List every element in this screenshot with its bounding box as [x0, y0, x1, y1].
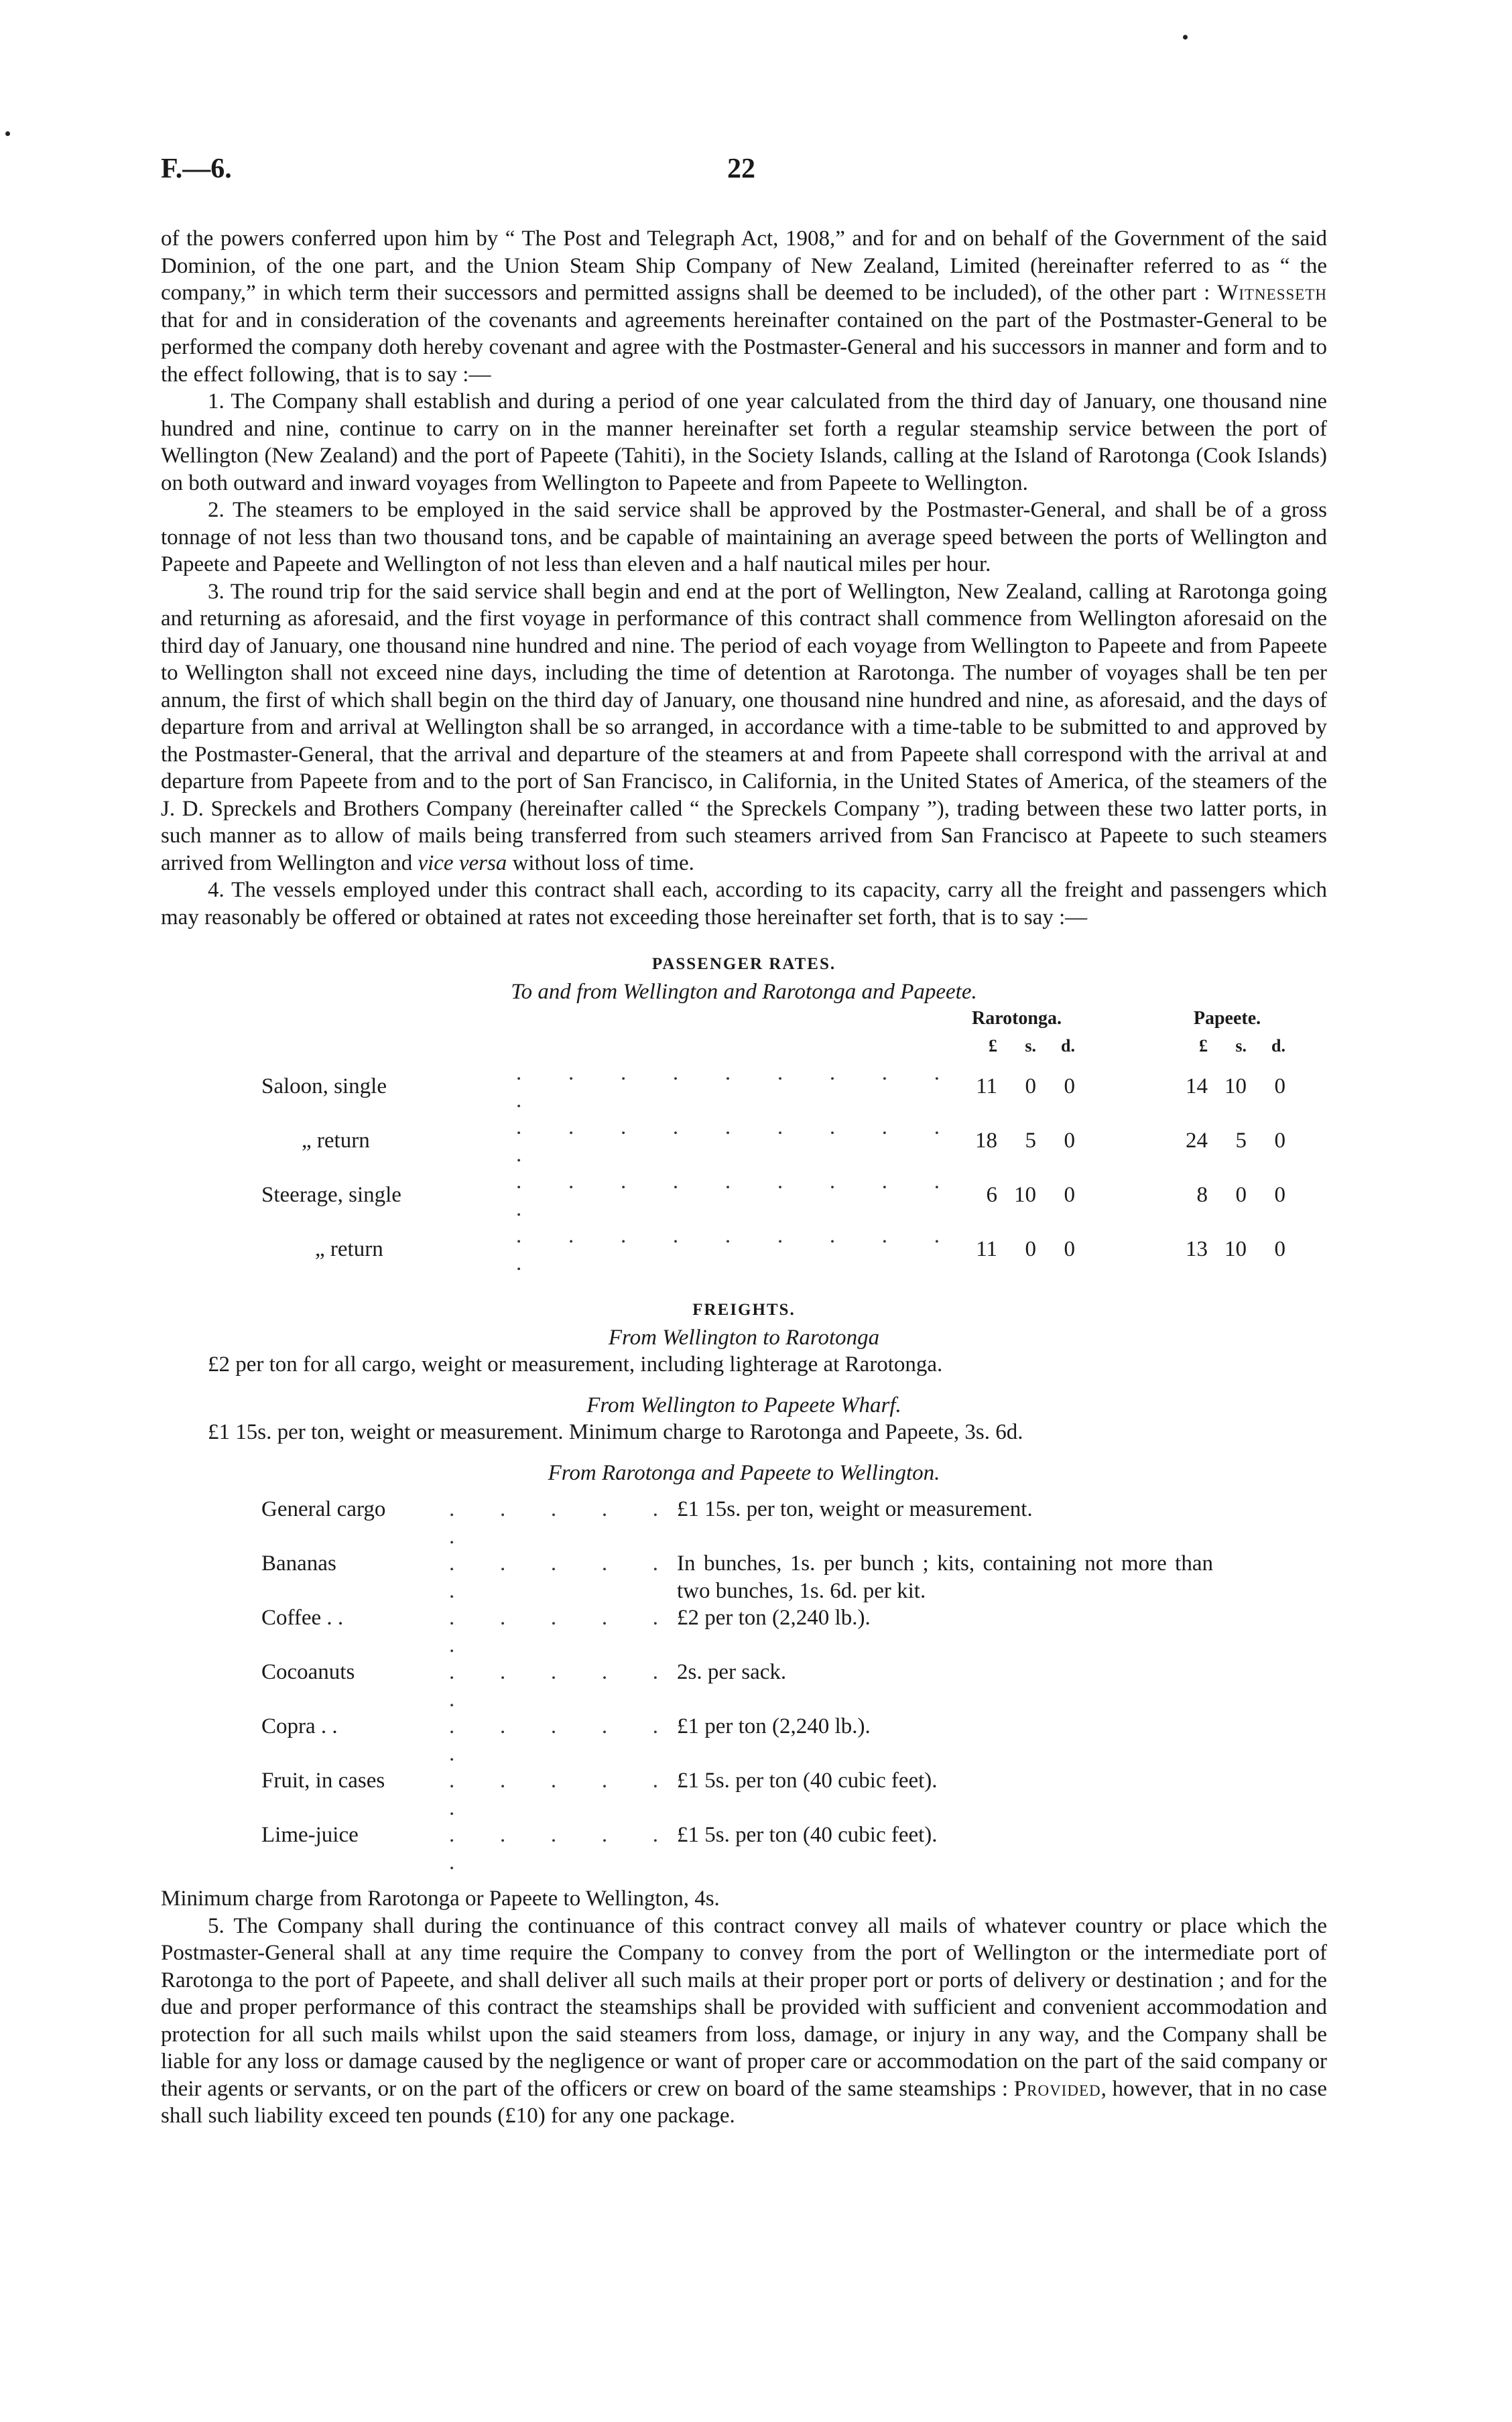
rate-row-saloon-single: Saloon, single . . . . . . . . . . 11 0 0 14 10 0	[261, 1061, 1285, 1112]
scan-speck	[1183, 35, 1188, 40]
scan-speck	[5, 131, 10, 136]
page-number: 22	[727, 153, 755, 184]
witnesseth-term: Witnesseth	[1217, 281, 1327, 305]
freight-row: Fruit, in cases . . . . . . £1 5s. per ton (40 cubic feet).	[261, 1769, 938, 1820]
freight-row: General cargo . . . . . . £1 15s. per ton, weight or measurement.	[261, 1497, 1033, 1549]
rates-column-header	[261, 1005, 1285, 1033]
intro-paragraph: of the powers conferred upon him by “ The Post and Telegraph Act, 1908,” and for and on behalf of the Government of the said Dominion, of the one part, and the Union Steam Ship Company of New Zealand, Limited (hereinafter referred to as “ the company,” in which term their successors and permitted assigns shall be deemed to be included), of the other part : Witnesseth that for and in consideration of the covenants and agreements hereinafter contained on the part of the Postmaster-General to be performed the company doth hereby covenant and agree with the Postmaster-General and his successors in manner and form and to the effect following, that is to say :—	[161, 227, 1327, 387]
freights-text-2: £1 15s. per ton, weight or measurement. Minimum charge to Rarotonga and Papeete, 3s. 6d.	[208, 1420, 1023, 1444]
page-header	[161, 153, 1340, 193]
provided-term: Provided	[1013, 2076, 1101, 2101]
clause-2: 2. The steamers to be employed in the said service shall be approved by the Postmaster-General, and shall be of a gross tonnage of not less than two thousand tons, and be capable of maintaining an average speed between the ports of Wellington and Papeete and Papeete and Wellington of not less than eleven and a half nautical miles per hour.	[161, 498, 1327, 576]
clause-5: 5. The Company shall during the continuance of this contract convey all mails of whatever country or place which the Postmaster-General shall at any time require the Company to convey from the port of Wellington or the intermediate port of Rarotonga to the port of Papeete, and shall deliver all such mails at their proper port or ports of delivery or destination ; and for the due and proper performance of this contract the steamships shall be provided with sufficient and convenient accommodation and protection for all such mails whilst upon the said steamers from loss, damage, or injury in any way, and the Company shall be liable for any loss or damage caused by the negligence or want of proper care or accommodation on the part of the said company or their agents or servants, or on the part of the officers or crew on board of the same steamships : Provided, however, that in no case shall such liability exceed ten pounds (£10) for any one package.	[161, 1913, 1328, 2128]
freights-sub-return: From Rarotonga and Papeete to Wellington.	[548, 1460, 940, 1485]
col-papeete: Papeete.	[1193, 1008, 1261, 1029]
freight-row: Coffee . . . . . . . . £2 per ton (2,240 lb.).	[261, 1606, 871, 1657]
clause-3: 3. The round trip for the said service shall begin and end at the port of Wellington, New Zealand, calling at Rarotonga going and returning as aforesaid, and the first voyage in performance of this contract shall commence from Wellington aforesaid on the third day of January, one thousand nine hundred and nine. The period of each voyage from Wellington to Papeete and from Papeete to Wellington shall not exceed nine days, including the time of detention at Rarotonga. The number of voyages shall be ten per annum, the first of which shall begin on the third day of January, one thousand nine hundred and nine, as aforesaid, and the days of departure from and arrival at Wellington shall be so arranged, in accordance with a time-table to be submitted to and approved by the Postmaster-General, that the arrival and departure of the steamers at and from Papeete shall correspond with the arrival at and departure from Papeete from and to the port of San Francisco, in California, in the United States of America, of the steamers of the J. D. Spreckels and Brothers Company (hereinafter called “ the Spreckels Company ”), trading between these two latter ports, in such manner as to allow of mails being transferred from such steamers arrived from San Francisco at Papeete to such steamers arrived from Wellington and vice versa without loss of time.	[161, 579, 1327, 875]
passenger-rates-title: PASSENGER RATES.	[651, 955, 836, 973]
freight-row: Copra . . . . . . . . £1 per ton (2,240 lb.).	[261, 1714, 871, 1766]
document-code: F.—6.	[161, 153, 232, 184]
passenger-rates-table	[261, 1005, 1285, 1277]
freights-sub-wellington-papeete: From Wellington to Papeete Wharf.	[586, 1393, 901, 1417]
freight-row: Bananas . . . . . . In bunches, 1s. per bunch ; kits, containing not more than two bunches, 1s. 6d. per kit.	[261, 1551, 1213, 1603]
freights-sub-wellington-rarotonga: From Wellington to Rarotonga	[608, 1325, 880, 1350]
rates-units-row: £ s. d. £ s. d.	[989, 1035, 1285, 1056]
rate-row-saloon-return: „ return . . . . . . . . . . 18 5 0 24 5 0	[302, 1115, 1285, 1167]
freights-return-table	[261, 1496, 1213, 1876]
clause-1: 1. The Company shall establish and during a period of one year calculated from the third day of January, one thousand nine hundred and nine, continue to carry on in the manner hereinafter set forth a regular steamship service between the port of Wellington (New Zealand) and the port of Papeete (Tahiti), in the Society Islands, calling at the Island of Rarotonga (Cook Islands) on both outward and inward voyages from Wellington to Papeete and from Papeete to Wellington.	[161, 389, 1327, 495]
freight-row: Lime-juice . . . . . . £1 5s. per ton (40 cubic feet).	[261, 1823, 938, 1874]
clause-4: 4. The vessels employed under this contract shall each, according to its capacity, carry all the freight and passengers which may reasonably be offered or obtained at rates not exceeding those hereinafter set forth, that is to say :—	[161, 878, 1327, 930]
document-body	[161, 225, 1327, 2130]
freights-text-1: £2 per ton for all cargo, weight or measurement, including lighterage at Rarotonga.	[208, 1352, 943, 1377]
freights-minimum: Minimum charge from Rarotonga or Papeete to Wellington, 4s.	[161, 1887, 720, 1911]
freight-row: Cocoanuts . . . . . . 2s. per sack.	[261, 1660, 787, 1712]
rate-row-steerage-return: „ return . . . . . . . . . . 11 0 0 13 10 0	[315, 1224, 1285, 1275]
freights-title: FREIGHTS.	[692, 1301, 796, 1319]
passenger-rates-subtitle: To and from Wellington and Rarotonga and Papeete.	[511, 979, 977, 1004]
rate-row-steerage-single: Steerage, single . . . . . . . . . . 6 10 0 8 0 0	[261, 1169, 1285, 1221]
col-rarotonga: Rarotonga.	[971, 1008, 1062, 1029]
